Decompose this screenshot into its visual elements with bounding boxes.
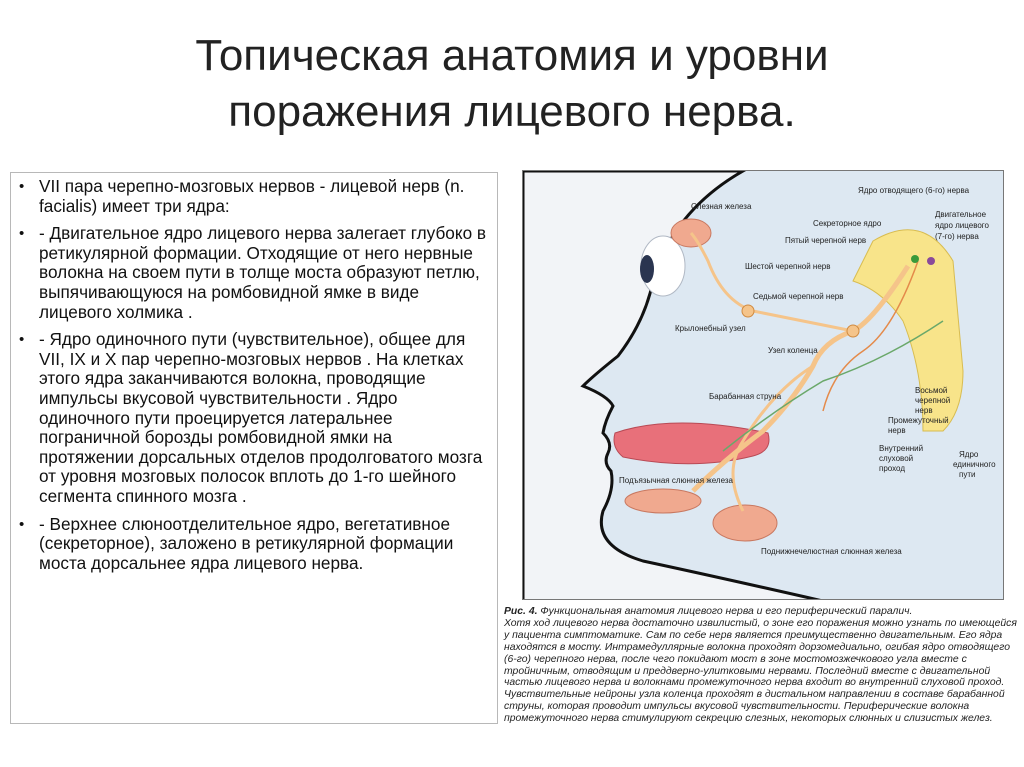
label-internal-meatus-3: проход (879, 464, 905, 473)
label-solitary-1: Ядро (959, 450, 979, 459)
label-solitary-2: единичного (953, 460, 996, 469)
bullet-text: - Двигательное ядро лицевого нерва залегает глубоко в ретикулярной формации. Отходящие от него нервные волокна на своем пути в толще моста образуют петлю, выпячивающуюся на ромбовидной ямке в виде лицевого холмика . (39, 223, 487, 322)
caption-body: Хотя ход лицевого нерва достаточно извилистый, о зоне его поражения можно узнать по имеющейся у пациента симптоматике. Сам по себе нерв является преимущественно двигательным. Его ядра находятся в мосту. Интрамедуллярные волокна проходят дорзомедиально, огибая ядро отводящего (6-го) черепного нерва, после чего покидают мост в зоне мостомозжечкового угла вместе с тройничным, отводящим и преддверно-улитковыми нервами. Последний вместе с двигательной частью лицевого нерва и волокнами промежуточного нерва входит во внутренний слуховой проход. Чувствительные нейроны узла коленца проходят в дистальном направлении в составе барабанной струны, которая проводит импульсы вкусовой чувствительности. Периферические волокна промежуточного нерва стимулируют секрецию слезных, некоторых слюнных и слизистых желез. (504, 617, 1017, 725)
label-pterygopalatine: Крылонебный узел (675, 324, 746, 333)
label-motor-nucleus-1: Двигательное (935, 210, 987, 219)
bullet-icon: • (19, 225, 25, 243)
label-secretory-nucleus: Секреторное ядро (813, 219, 882, 228)
greater-petrosal-path (691, 233, 853, 331)
label-eighth-nerve-1: Восьмой (915, 386, 948, 395)
anatomy-figure (522, 170, 1004, 600)
label-sublingual-gland: Подъязычная слюнная железа (619, 476, 733, 485)
title-line-2: поражения лицевого нерва. (228, 87, 796, 136)
anatomy-illustration (523, 171, 1004, 600)
iris-shape (640, 255, 654, 283)
sublingual-gland-shape (625, 489, 701, 513)
text-box (10, 172, 498, 724)
bullet-icon: • (19, 331, 25, 349)
label-seventh-nerve: Седьмой черепной нерв (753, 292, 844, 301)
label-geniculate: Узел коленца (768, 346, 818, 355)
bullet-list (11, 173, 497, 573)
geniculate-ganglion-icon (847, 325, 859, 337)
slide-title (40, 28, 984, 140)
label-intermediate-2: нерв (888, 426, 906, 435)
label-chorda-tympani: Барабанная струна (709, 392, 782, 401)
nucleus-green-icon (911, 255, 919, 263)
label-eighth-nerve-3: нерв (915, 406, 933, 415)
label-motor-nucleus-2: ядро лицевого (935, 221, 989, 230)
label-intermediate-1: Промежуточный (888, 416, 949, 425)
title-line-1: Топическая анатомия и уровни (195, 31, 829, 80)
caption-title: Функциональная анатомия лицевого нерва и его периферический паралич. (537, 606, 913, 617)
bullet-text: - Ядро одиночного пути (чувствительное), общее для VII, IX и X пар черепно-мозговых нервов . На клетках этого ядра заканчиваются волокна, проводящие импульсы вкусовой чувствительности . Ядро одиночного пути проецируется латеральнее пограничной борозды ромбовидной ямки на протяжении дорсальных отделов продолговатого мозга от уровня мозговых полосок вплоть до 1-го шейного сегмента спинного мозга . (39, 329, 483, 506)
label-sixth-nerve: Шестой черепной нерв (745, 262, 831, 271)
bullet-text: VII пара черепно-мозговых нервов - лицевой нерв (n. facialis) имеет три ядра: (39, 176, 465, 216)
caption-number: Рис. 4. (504, 606, 538, 617)
label-abducens-nucleus: Ядро отводящего (6-го) нерва (858, 186, 970, 195)
label-solitary-3: пути (959, 470, 976, 479)
label-internal-meatus-1: Внутренний (879, 444, 924, 453)
label-lacrimal-gland: Слезная железа (691, 202, 752, 211)
label-submandibular-gland: Поднижнечелюстная слюнная железа (761, 547, 902, 556)
label-fifth-nerve: Пятый черепной нерв (785, 236, 867, 245)
bullet-text: - Верхнее слюноотделительное ядро, вегетативное (секреторное), заложено в ретикулярной формации моста дорсальнее ядра лицевого нерва. (39, 513, 454, 573)
bullet-item (19, 223, 489, 322)
label-eighth-nerve-2: черепной (915, 396, 951, 405)
label-motor-nucleus-3: (7-го) нерва (935, 232, 979, 241)
bullet-item (19, 513, 489, 574)
bullet-item (19, 329, 489, 506)
submandibular-gland-shape (713, 505, 777, 541)
figure-caption (504, 606, 1018, 725)
pterygopalatine-ganglion-icon (742, 305, 754, 317)
nucleus-purple-icon (927, 257, 935, 265)
bullet-icon: • (19, 515, 25, 533)
bullet-item (19, 176, 489, 216)
bullet-icon: • (19, 178, 25, 195)
label-internal-meatus-2: слуховой (879, 454, 914, 463)
